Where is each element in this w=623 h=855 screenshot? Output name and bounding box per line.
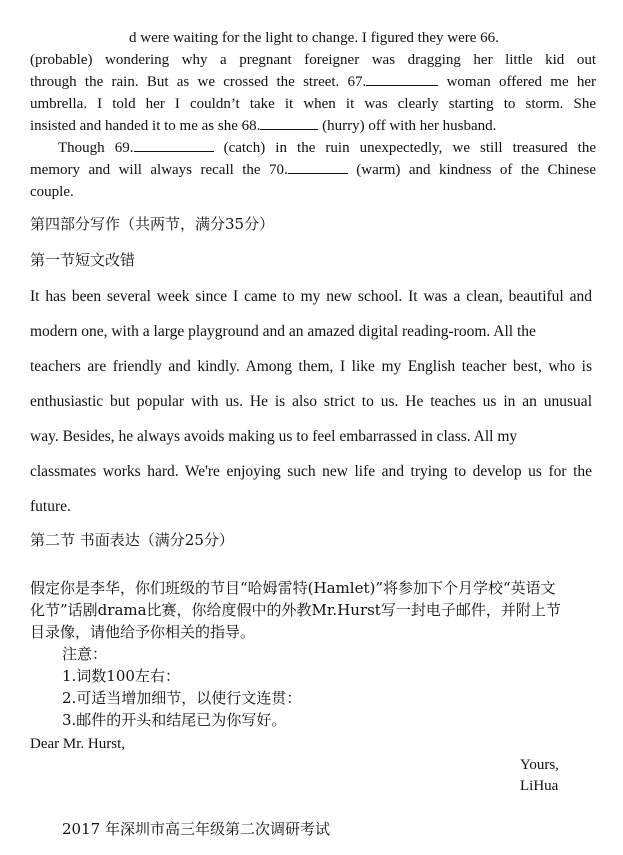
cloze-line-4: umbrella. I told her I couldn’t take it when it was clearly starting to storm. She — [30, 96, 596, 112]
essay-line-2: modern one, with a large playground and an amazed digital reading-room. All the — [30, 323, 536, 340]
task-line-2: 化节”话剧drama比赛，你给度假中的外教Mr.Hurst写一封电子邮件，并附上节 — [30, 601, 561, 619]
cloze-line-3-start: through the rain. But as we crossed the street. 67. — [30, 74, 367, 90]
part1-title: 第一节短文改错 — [30, 251, 136, 269]
essay-line-1: It has been several week since I came to my new school. It was a clean, beautiful and — [30, 288, 592, 305]
letter-closing: Yours, — [520, 757, 559, 773]
blank-69[interactable] — [134, 137, 214, 152]
section-title: 第四部分写作（共两节，满分35分） — [30, 215, 275, 233]
essay-line-5: way. Besides, he always avoids making us to feel embarrassed in class. All my — [30, 428, 518, 445]
cloze-line-1: d were waiting for the light to change. I figured they were 66. — [129, 30, 499, 46]
exam-footer: 2017 年深圳市高三年级第二次调研考试 — [62, 820, 330, 838]
part2-title: 第二节 书面表达（满分25分） — [30, 531, 234, 549]
blank-68[interactable] — [260, 115, 318, 130]
cloze-line-8: couple. — [30, 184, 74, 200]
essay-line-3: teachers are friendly and kindly. Among them, I like my English teacher best, who is — [30, 358, 592, 375]
cloze-line-6-end: (catch) in the ruin unexpectedly, we still treasured the — [223, 140, 596, 156]
note-item-3: 3.邮件的开头和结尾已为你写好。 — [62, 711, 287, 729]
notes-title: 注意： — [62, 645, 108, 663]
cloze-line-6-start: Though 69. — [58, 140, 134, 156]
essay-line-7: future. — [30, 498, 71, 515]
cloze-line-7-start: memory and will always recall the 70. — [30, 162, 288, 178]
cloze-line-5 — [30, 115, 596, 137]
cloze-line-5-end: (hurry) off with her husband. — [322, 118, 497, 134]
error-correction-essay — [30, 279, 592, 524]
cloze-line-3 — [30, 71, 596, 93]
writing-task — [30, 577, 592, 643]
note-item-2: 2.可适当增加细节，以使行文连贯： — [62, 689, 302, 707]
note-item-1: 1.词数100左右： — [62, 667, 180, 685]
cloze-passage — [30, 27, 596, 203]
blank-67[interactable] — [366, 71, 438, 86]
notes-block — [62, 643, 301, 731]
essay-line-4: enthusiastic but popular with us. He is also strict to us. He teaches us in an unusual — [30, 393, 592, 410]
task-line-1: 假定你是李华，你们班级的节目“哈姆雷特(Hamlet)”将参加下个月学校“英语文 — [30, 579, 556, 597]
cloze-line-3-end: woman offered me her — [446, 74, 597, 90]
cloze-line-6 — [30, 137, 596, 159]
letter-greeting: Dear Mr. Hurst, — [30, 736, 125, 752]
cloze-line-7-end: (warm) and kindness of the Chinese — [356, 162, 597, 178]
essay-line-6: classmates works hard. We're enjoying such new life and trying to develop us for the — [30, 463, 592, 480]
cloze-line-7 — [30, 159, 596, 181]
task-line-3: 目录像，请他给予你相关的指导。 — [30, 623, 256, 641]
cloze-line-2: (probable) wondering why a pregnant foreigner was dragging her little kid out — [30, 52, 596, 68]
cloze-line-5-start: insisted and handed it to me as she 68. — [30, 118, 261, 134]
blank-70[interactable] — [288, 159, 348, 174]
letter-signature: LiHua — [520, 778, 559, 794]
